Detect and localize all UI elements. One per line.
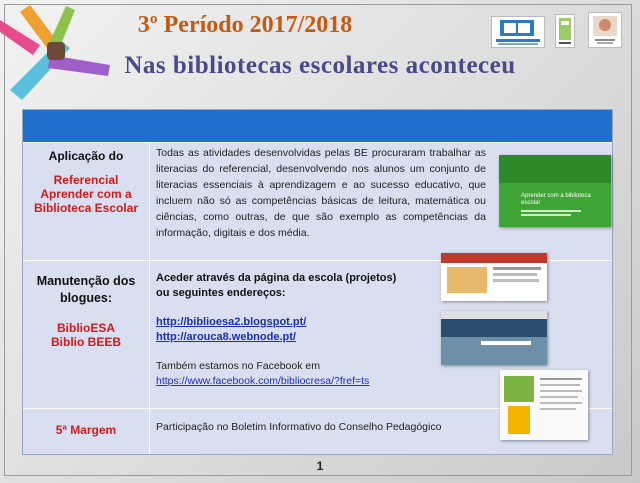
blogs-description <box>156 271 456 389</box>
school-library-logo <box>491 16 545 48</box>
referencial-cover-thumbnail <box>499 155 611 227</box>
project-logo <box>555 14 575 48</box>
row-label <box>23 273 149 349</box>
row-title: Manutenção dos blogues: <box>36 274 136 305</box>
school-emblem-logo <box>588 12 622 48</box>
blog-name-1: BiblioESA <box>56 321 115 335</box>
blog-link-2[interactable]: http://arouca8.webnode.pt/ <box>156 331 296 343</box>
margem-label: 5ª Margem <box>55 423 117 437</box>
blog-screenshot-1 <box>441 253 547 301</box>
activities-table <box>22 109 613 455</box>
row-title: Aplicação do <box>48 149 124 163</box>
thumbnail-caption: Aprender com a biblioteca escolar <box>521 193 591 206</box>
facebook-link[interactable]: https://www.facebook.com/bibliocresa/?fref=ts <box>156 375 370 387</box>
blog-screenshot-2 <box>441 311 547 365</box>
row-label <box>23 423 149 437</box>
referencial-label-line3: Biblioteca Escolar <box>33 201 139 215</box>
table-header-bar <box>23 110 612 142</box>
blogs-intro-2: ou seguintes endereços: <box>156 287 286 299</box>
blog-name-2: Biblio BEEB <box>50 335 121 349</box>
referencial-description: Todas as atividades desenvolvidas pelas BE procuraram trabalhar as literacias do referencial, desenvolvendo nos alunos um conjunto de literacias essenciais à aprendizagem e ao sucesso educativo, que incluem não só as competências básicas de leitura, matemática ou ciências, como outras, de que são exemplo as competências da informação, digitais e dos média. <box>156 147 486 239</box>
table-row-referencial <box>23 142 612 260</box>
column-divider <box>149 142 150 454</box>
referencial-label-line1: Referencial <box>53 173 119 187</box>
page-number: 1 <box>316 459 324 473</box>
referencial-label-line2: Aprender com a <box>40 187 132 201</box>
blog-link-1[interactable]: http://biblioesa2.blogspot.pt/ <box>156 316 307 328</box>
page-title: 3º Período 2017/2018 <box>137 12 353 38</box>
bulletin-screenshot <box>500 370 588 440</box>
facebook-intro: Também estamos no Facebook em <box>156 360 320 372</box>
page-subtitle: Nas bibliotecas escolares aconteceu <box>124 52 516 79</box>
blogs-intro: Aceder através da página da escola (projetos) <box>156 272 397 284</box>
row-label <box>23 149 149 215</box>
margem-description: Participação no Boletim Informativo do Conselho Pedagógico <box>156 421 442 433</box>
